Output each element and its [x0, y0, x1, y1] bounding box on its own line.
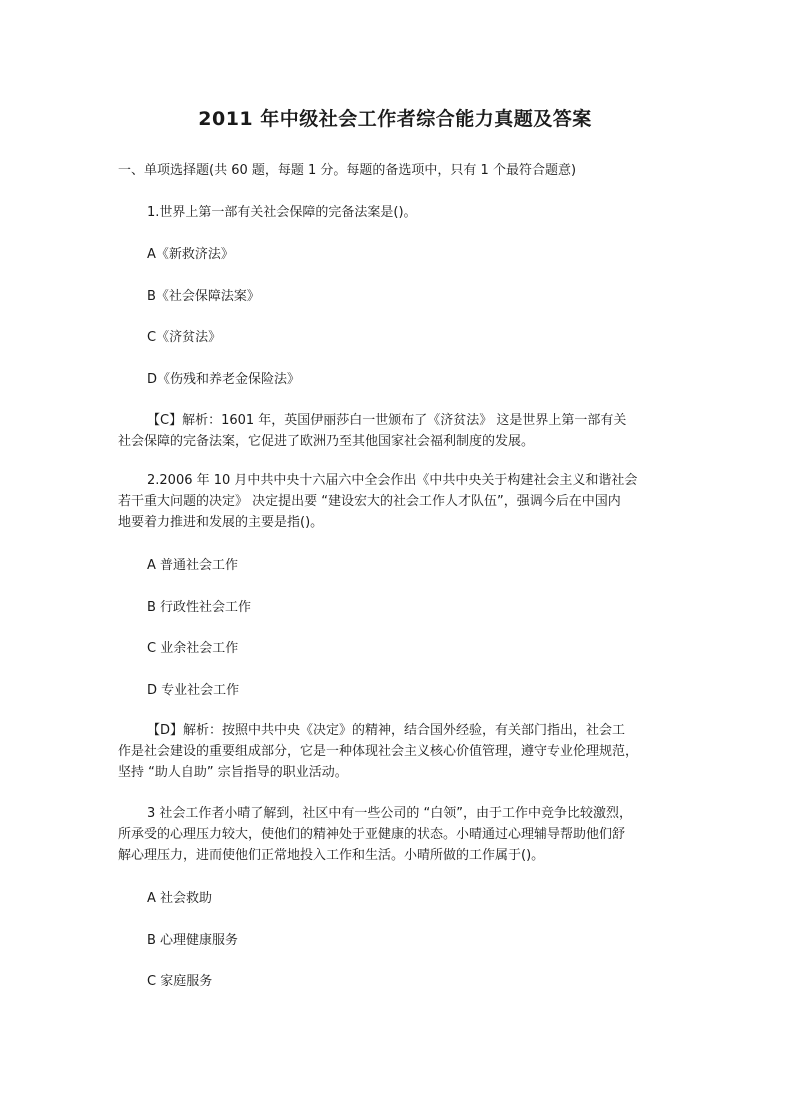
question-1-option-a: A《新救济法》: [147, 247, 234, 262]
question-2-analysis-line: 作是社会建设的重要组成部分，它是一种体现社会主义核心价值管理，遵守专业伦理规范，: [118, 744, 639, 759]
question-3-option-c: C 家庭服务: [147, 974, 213, 989]
question-1-analysis: [118, 410, 626, 452]
question-3-option-b: B 心理健康服务: [147, 933, 239, 948]
question-2-stem: [118, 470, 637, 533]
question-1-analysis-line: 【C】解析：1601 年，英国伊丽莎白一世颁布了《济贫法》 这是世界上第一部有关: [147, 413, 627, 428]
document-title: 2011 年中级社会工作者综合能力真题及答案: [198, 108, 592, 130]
question-3-option-a: A 社会救助: [147, 891, 213, 906]
question-1-option-d: D《伤残和养老金保险法》: [147, 372, 301, 387]
question-1-option-c: C《济贫法》: [147, 330, 222, 345]
question-2-option-a: A 普通社会工作: [147, 558, 239, 573]
question-2-option-c: C 业余社会工作: [147, 641, 239, 656]
question-3-stem-line: 3 社会工作者小晴了解到，社区中有一些公司的 “白领”，由于工作中竞争比较激烈，: [147, 806, 633, 821]
question-3-stem: [118, 803, 632, 866]
question-2-stem-line: 地要着力推进和发展的主要是指()。: [118, 515, 324, 530]
question-2-analysis: [118, 720, 638, 783]
question-1-stem: 1.世界上第一部有关社会保障的完备法案是()。: [147, 205, 417, 220]
question-1-option-b: B《社会保障法案》: [147, 289, 260, 304]
question-2-option-d: D 专业社会工作: [147, 683, 240, 698]
question-2-analysis-line: 【D】解析：按照中共中央《决定》的精神，结合国外经验，有关部门指出，社会工: [147, 723, 626, 738]
question-1-analysis-line: 社会保障的完备法案，它促进了欧洲乃至其他国家社会福利制度的发展。: [118, 434, 535, 449]
question-3-stem-line: 解心理压力，进而使他们正常地投入工作和生活。小晴所做的工作属于()。: [118, 848, 545, 863]
section-heading: 一、单项选择题(共 60 题，每题 1 分。每题的备选项中，只有 1 个最符合题意): [118, 163, 577, 178]
question-2-option-b: B 行政性社会工作: [147, 600, 252, 615]
question-2-analysis-line: 坚持 “助人自助” 宗旨指导的职业活动。: [118, 765, 348, 780]
question-2-stem-line: 若干重大问题的决定》 决定提出要 “建设宏大的社会工作人才队伍”，强调今后在中国内: [118, 494, 621, 509]
question-2-stem-line: 2.2006 年 10 月中共中央十六届六中全会作出《中共中央关于构建社会主义和谐社会: [147, 473, 638, 488]
question-3-stem-line: 所承受的心理压力较大，使他们的精神处于亚健康的状态。小晴通过心理辅导帮助他们舒: [118, 827, 626, 842]
